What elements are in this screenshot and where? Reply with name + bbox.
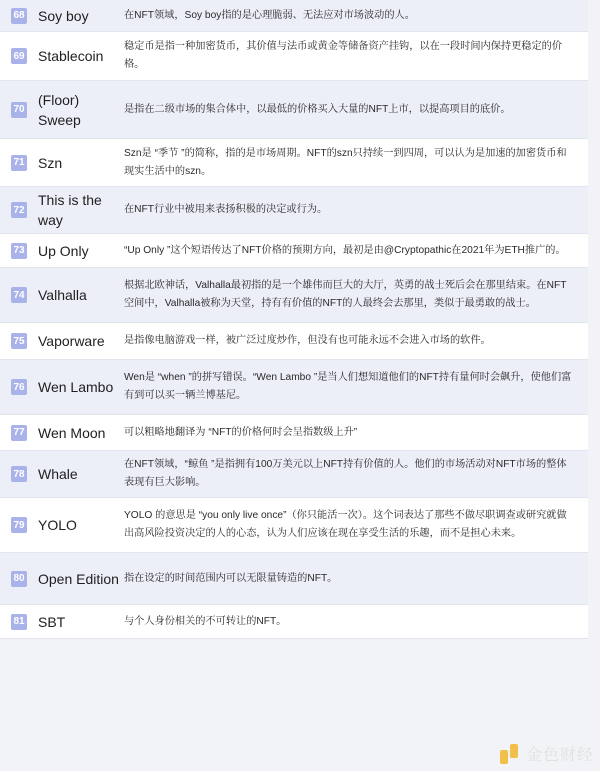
- term: Up Only: [38, 242, 89, 259]
- row-number: 70: [11, 102, 27, 118]
- term: Stablecoin: [38, 48, 104, 64]
- watermark-text: 金色财经: [525, 747, 594, 764]
- row-number: 79: [11, 517, 27, 533]
- definition: “Up Only ”这个短语传达了NFT价格的预期方向，最初是由@Cryptopathic在2021年为ETH推广的。: [124, 244, 566, 256]
- definition: 在NFT领域，“鲸鱼 ”是指拥有100万美元以上NFT持有价值的人。他们的市场活动对NFT市场的整体表现有巨大影响。: [124, 459, 567, 488]
- table-row: [0, 451, 588, 498]
- watermark: [500, 742, 594, 765]
- term: Open Edition: [38, 570, 119, 587]
- term: Vaporware: [38, 333, 105, 349]
- definition: 稳定币是指一种加密货币，其价值与法币或黄金等储备资产挂钩，以在一段时间内保持更稳定的价格。: [124, 41, 563, 70]
- jinse-logo-icon: [500, 744, 520, 764]
- definition: 可以粗略地翻译为 “NFT的价格何时会呈指数级上升”: [124, 426, 358, 438]
- row-number: 80: [11, 571, 27, 587]
- term: Szn: [38, 154, 63, 171]
- definition: Szn是 “季节 ”的简称，指的是市场周期。NFT的szn只持续一到四周，可以认为是加速的加密货币和现实生活中的szn。: [124, 147, 567, 177]
- row-number: 77: [11, 425, 27, 441]
- row-number: 75: [11, 333, 27, 349]
- row-number: 78: [11, 466, 27, 482]
- table-row: [0, 553, 588, 605]
- table-row: [0, 234, 588, 268]
- table-row: [0, 81, 588, 139]
- definition: Wen是 “when ”的拼写错误。“Wen Lambo ”是当人们想知道他们的NFT持有量何时会飙升，使他们富有到可以买一辆兰博基尼。: [124, 372, 572, 401]
- table-row: [0, 323, 588, 360]
- term: YOLO: [38, 517, 77, 533]
- term: SBT: [38, 613, 66, 630]
- term: (Floor) Sweep: [38, 91, 81, 128]
- term: Valhalla: [38, 287, 87, 303]
- row-number: 81: [11, 614, 27, 630]
- table-row: [0, 0, 588, 32]
- term: Wen Lambo: [38, 379, 114, 395]
- definition: 是指在二级市场的集合体中，以最低的价格买入大量的NFT上市，以提高项目的底价。: [124, 103, 511, 115]
- table-row: [0, 605, 588, 639]
- definition: 是指像电脑游戏一样，被广泛过度炒作，但没有也可能永远不会进入市场的软件。: [124, 335, 491, 346]
- definition: 在NFT领域，Soy boy指的是心理脆弱、无法应对市场波动的人。: [124, 9, 415, 21]
- row-number: 73: [11, 243, 27, 259]
- row-number: 71: [11, 155, 27, 171]
- definition: 在NFT行业中被用来表扬积极的决定或行为。: [124, 204, 328, 215]
- definition: 与个人身份相关的不可转让的NFT。: [124, 615, 287, 627]
- definition: YOLO 的意思是 “you only live once”（你只能活一次）。这个词表达了那些不做尽职调查或研究就做出高风险投资决定的人的心态，认为人们应该在现在享受生活的乐趣，而不是担心未来。: [124, 510, 567, 539]
- table-row: [0, 187, 588, 234]
- definition: 根据北欧神话，Valhalla最初指的是一个雄伟而巨大的大厅，英勇的战士死后会在那里结束。在NFT空间中，Valhalla被称为天堂，持有有价值的NFT的人最终会去那里，类似于最勇敢的战士。: [124, 280, 567, 309]
- row-number: 69: [11, 48, 27, 64]
- row-number: 68: [11, 8, 27, 24]
- table-row: [0, 268, 588, 323]
- definition: 指在设定的时间范围内可以无限量铸造的NFT。: [124, 572, 338, 584]
- row-number: 76: [11, 379, 27, 395]
- term: Wen Moon: [38, 424, 106, 441]
- table-row: [0, 360, 588, 415]
- term: Soy boy: [38, 7, 89, 24]
- term: Whale: [38, 466, 78, 482]
- row-number: 72: [11, 202, 27, 218]
- row-number: 74: [11, 287, 27, 303]
- table-row: [0, 415, 588, 451]
- table-row: [0, 139, 588, 187]
- table-row: [0, 32, 588, 81]
- term: This is the way: [38, 192, 102, 228]
- table-row: [0, 498, 588, 553]
